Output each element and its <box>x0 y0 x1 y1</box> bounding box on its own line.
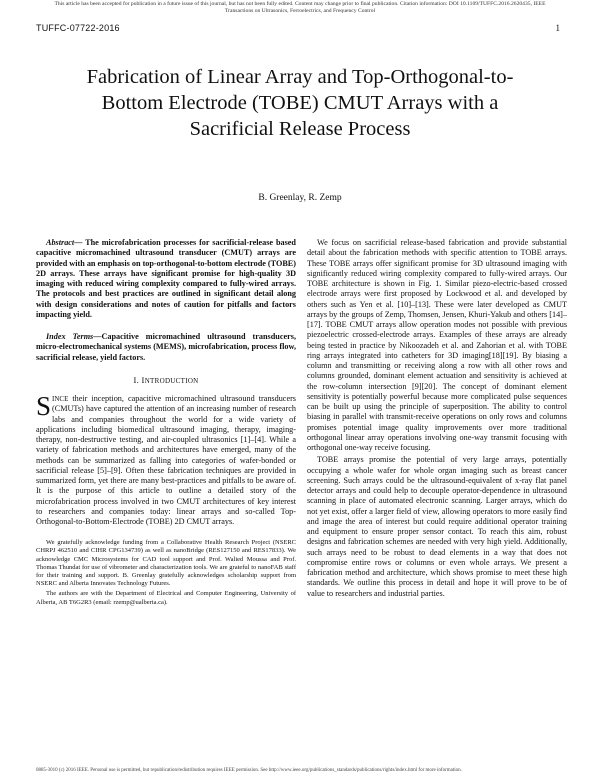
section-heading-rest: NTRODUCTION <box>144 376 199 385</box>
first-word-rest: INCE <box>52 395 69 403</box>
intro-paragraph <box>36 391 296 527</box>
abstract-text: The microfabrication processes for sacrificial-release based capacitive micromachined ultrasound transducer (CMUT) arrays are provided with an emphasis on top-orthogonal-to-bottom electrode (TOBE) 2D arrays. These arrays have significant promise for high-quality 3D imaging with reduced wiring complexity compared to fully-wired arrays. The protocols and best practices are outlined in significant detail along with design considerations and notes of caution for pitfalls and factors impacting yield. <box>36 238 296 319</box>
paper-title: Fabrication of Linear Array and Top-Orthogonal-to-Bottom Electrode (TOBE) CMUT Arrays with a Sacrificial Release Process <box>86 66 514 140</box>
drop-cap: S <box>36 391 52 421</box>
publication-notice: This article has been accepted for publication in a future issue of this journal, but has not been fully edited. Content may change prior to final publication. Citation information: DOI 10.1109/TUFFC.2016.2620435, IEEE Transactions on Ultrasonics, Ferroelectrics, and Frequency Control <box>54 1 546 14</box>
paper-id: TUFFC-07722-2016 <box>36 23 120 33</box>
left-column <box>36 238 296 609</box>
index-terms-label: Index Terms <box>46 332 94 341</box>
index-terms <box>36 332 296 363</box>
footnote-funding: We gratefully acknowledge funding from a Collaborative Health Research Project (NSERC CHRPJ 462510 and CIHR CPG134739) as well as nanoBridge (RES127150 and RES17833). We acknowledge CMC Microsystems for CAD tool support and Prof. Walied Moussa and Prof. Thomas Thundat for use of vibrometer and characterization tools. We are grateful to nanoFAB staff for their training and support. B. Greenlay gratefully acknowledges scholarship support from NSERC and Alberta Innovates Technology Futures. <box>36 539 296 588</box>
section-heading-first-letter: I <box>141 374 145 385</box>
right-column <box>307 238 567 599</box>
copyright-footer: 0885-3010 (c) 2016 IEEE. Personal use is permitted, but republication/redistribution requires IEEE permission. See http://www.ieee.org/publications_standards/publications/rights/index.html for more information. <box>36 768 462 773</box>
body-paragraph: We focus on sacrificial release-based fabrication and provide substantial detail about the fabrication methods with specific attention to TOBE arrays. These TOBE arrays offer significant promise for 3D ultrasound imaging with significantly reduced wiring complexity compared to fully-wired arrays. Our TOBE architecture is shown in Fig. 1. Similar piezo-electric-based crossed electrode arrays were first proposed by Lockwood et al. and developed by others such as Yen et al. [10]–[13]. These were later developed as CMUT arrays by the groups of Zemp, Thomsen, Jensen, Khuri-Yakub and others [14]–[17]. TOBE CMUT arrays allow operation modes not possible with previous piezoelectric crossed-electrode arrays. Examples of these arrays are already being tested in practice by Nikoozadeh et al. and Zahorian et al. with TOBE ring arrays integrated into catheters for 3D imaging[18][19]. By biasing a column and transmitting or receiving along a row with all other rows and columns grounded, dominant element actuation and sensitivity is achieved at the row-column intersection [9][20]. The concept of dominant element sensitivity is potentially powerful because more complicated pulse sequences can be built up using the principle of superposition. The ability to control biasing in parallel with transmit-receive operations on only rows and columns promises potential image quality improvements over more traditional orthogonal linear array operations involving one-way transmit focusing with orthogonal one-way receive focusing. <box>307 238 567 452</box>
footnote <box>36 539 296 607</box>
abstract <box>36 238 296 320</box>
page-number: 1 <box>555 23 560 33</box>
section-number: I. <box>133 374 142 385</box>
body-paragraph: TOBE arrays promise the potential of very large arrays, potentially occupying a whole wafer for whole organ imaging such as breast cancer screening. Such arrays could be the ultrasound-equivalent of x-ray flat panel detector arrays and could help to decouple operator-dependence in ultrasound scanning in place of automated electronic scanning. Larger arrays, which do not yet exist, offer a larger field of view, allowing operators to more easily find and image the area of interest but could require additional operator training and equipment to ensure proper sensor contact. To reach this aim, robust designs and fabrication schemes are needed with very high yield. Additionally, such arrays need to be robust to dead elements in a way that does not compromise entire rows or columns or even whole arrays. We present a fabrication method and architecture, which shows promise to meet these high standards. We outline this process in detail and hope it will prove to be of value to researchers and industrial parties. <box>307 455 567 598</box>
authors: B. Greenlay, R. Zemp <box>258 193 342 203</box>
abstract-label: Abstract— <box>46 238 83 247</box>
section-heading-introduction <box>36 375 296 386</box>
footnote-affiliation: The authors are with the Department of Electrical and Computer Engineering, University of Alberta, AB T6G2R3 (email: rzemp@ualberta.ca). <box>36 590 296 606</box>
index-terms-text: —Capacitive micromachined ultrasound transducers, micro-electromechanical systems (MEMS), microfabrication, process flow, sacrificial release, yield factors. <box>36 332 296 362</box>
intro-text: their inception, capacitive micromachined ultrasound transducers (CMUTs) have captured the attention of an increasing number of research labs and companies throughout the world for a wide variety of applications including biomedical ultrasound imaging, therapy, imaging-therapy, non-destructive testing, and air-coupled ultrasonics [1]–[4]. While a variety of fabrication methods and architectures have emerged, many of the methods can be summarized as falling into categories of wafer-bonded or sacrificial release [5]–[9]. Often these fabrication techniques are provided in summarized form, yet there are many best-practices and pitfalls to be aware of. It is the purpose of this article to outline a detailed story of the microfabrication process involved in two CMUT architectures of key interest to researchers and companies today: linear arrays and so-called Top-Orthogonal-to-Bottom-Electrode (TOBE) 2D CMUT arrays. <box>36 394 296 526</box>
